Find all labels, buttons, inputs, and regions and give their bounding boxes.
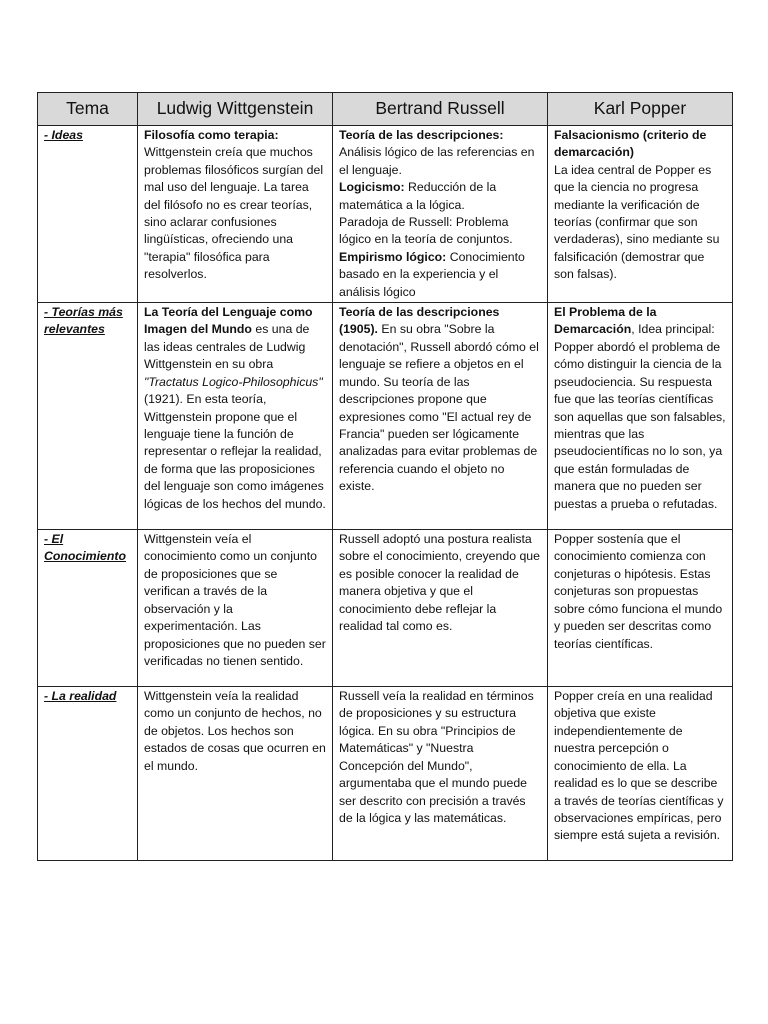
cell-ideas-wittgenstein bbox=[138, 126, 333, 303]
comparison-table bbox=[37, 92, 733, 861]
teorias-wittgenstein-italic: "Tractatus Logico-Philosophicus" bbox=[144, 374, 323, 389]
cell-teorias-popper bbox=[548, 303, 733, 530]
row-ideas bbox=[38, 126, 733, 303]
ideas-russell-title: Teoría de las descripciones: bbox=[339, 128, 504, 142]
ideas-russell-paradoja: Paradoja de Russell: Problema lógico en la teoría de conjuntos. bbox=[339, 215, 513, 247]
row-teorias bbox=[38, 303, 733, 530]
header-row bbox=[38, 93, 733, 126]
cell-realidad-russell: Russell veía la realidad en términos de proposiciones y su estructura lógica. En su obra "Principios de Matemáticas" y "Nuestra Concepción del Mundo", argumentaba que el mundo puede ser descrito con precisión a través de la lógica y las matemáticas. bbox=[333, 687, 548, 861]
header-russell: Bertrand Russell bbox=[333, 93, 548, 126]
teorias-wittgenstein-text2: (1921). En esta teoría, Wittgenstein propone que el lenguaje tiene la función de representar o reflejar la realidad, de forma que las proposiciones del lenguaje son como imágenes lógicas de los hechos del mundo. bbox=[144, 392, 326, 511]
cell-ideas-popper bbox=[548, 126, 733, 303]
header-wittgenstein: Ludwig Wittgenstein bbox=[138, 93, 333, 126]
ideas-popper-text: La idea central de Popper es que la ciencia no progresa mediante la verificación de teorías (confirmar que son verdaderas), sino mediante su falsificación (demostrar que son falsas). bbox=[554, 162, 720, 282]
cell-teorias-wittgenstein bbox=[138, 303, 333, 530]
teorias-russell-title: Teoría de las descripciones (1905). bbox=[339, 305, 500, 337]
cell-teorias-russell bbox=[333, 303, 548, 530]
cell-conocimiento-wittgenstein: Wittgenstein veía el conocimiento como un conjunto de proposiciones que se verifican a través de la observación y la experimentación. Las proposiciones que no pueden ser verificadas no tienen sentido. bbox=[138, 530, 333, 687]
teorias-popper-title: El Problema de la Demarcación bbox=[554, 305, 657, 337]
teorias-wittgenstein-bold: La Teoría del Lenguaje como Imagen del Mundo bbox=[144, 305, 313, 337]
topic-conocimiento: - El Conocimiento bbox=[38, 530, 138, 687]
topic-ideas: - Ideas bbox=[38, 126, 138, 303]
ideas-wittgenstein-text: Wittgenstein creía que muchos problemas filosóficos surgían del mal uso del lenguaje. La tarea del filósofo no es crear teorías, sino aclarar confusiones lingüísticas, ofreciendo una "terapia" filosófica para resolverlos. bbox=[144, 145, 324, 282]
cell-realidad-popper: Popper creía en una realidad objetiva que existe independientemente de nuestra percepción o conocimiento de ella. La realidad es lo que se describe a través de teorías científicas y observaciones empíricas, pero siempre está sujeta a revisión. bbox=[548, 687, 733, 861]
logicismo-text: Reducción de la matemática a la lógica. bbox=[339, 180, 497, 212]
teorias-russell-text: En su obra "Sobre la denotación", Russell abordó cómo el lenguaje se refiere a objetos en el mundo. Su teoría de las descripciones propone que expresiones como "El actual rey de Francia" pueden ser lógicamente analizadas para evitar problemas de referencia cuando el objeto no existe. bbox=[339, 322, 539, 494]
header-tema: Tema bbox=[38, 93, 138, 126]
row-conocimiento bbox=[38, 530, 733, 687]
teorias-popper-text: , Idea principal: Popper abordó el problema de cómo distinguir la ciencia de la pseudociencia. Su respuesta fue que las teorías científicas son aquellas que son falsables, mientras que las pseudocientíficas no lo son, ya que están formuladas de manera que no pueden ser puestas a prueba o refutadas. bbox=[554, 322, 726, 511]
topic-realidad: - La realidad bbox=[38, 687, 138, 861]
cell-conocimiento-russell: Russell adoptó una postura realista sobre el conocimiento, creyendo que es posible conocer la realidad de manera objetiva y que el conocimiento debe reflejar la realidad tal como es. bbox=[333, 530, 548, 687]
empirismo-text: Conocimiento basado en la experiencia y el análisis lógico bbox=[339, 249, 525, 299]
ideas-popper-title: Falsacionismo (criterio de demarcación) bbox=[554, 128, 707, 160]
logicismo-label: Logicismo: bbox=[339, 180, 405, 195]
topic-teorias: - Teorías más relevantes bbox=[38, 303, 138, 530]
cell-conocimiento-popper: Popper sostenía que el conocimiento comienza con conjeturas o hipótesis. Estas conjeturas son propuestas sobre cómo funciona el mundo y pueden ser descritas como teorías científicas. bbox=[548, 530, 733, 687]
ideas-russell-empirismo bbox=[339, 249, 541, 301]
teorias-wittgenstein-text1: es una de las ideas centrales de Ludwig Wittgenstein en su obra bbox=[144, 322, 310, 372]
ideas-wittgenstein-title: Filosofía como terapia: bbox=[144, 128, 279, 142]
ideas-russell-text1: Análisis lógico de las referencias en el lenguaje. bbox=[339, 145, 535, 177]
cell-realidad-wittgenstein: Wittgenstein veía la realidad como un conjunto de hechos, no de objetos. Los hechos son estados de cosas que ocurren en el mundo. bbox=[138, 687, 333, 861]
header-popper: Karl Popper bbox=[548, 93, 733, 126]
ideas-russell-logicismo bbox=[339, 179, 541, 214]
empirismo-label: Empirismo lógico: bbox=[339, 249, 447, 264]
cell-ideas-russell bbox=[333, 126, 548, 303]
row-realidad bbox=[38, 687, 733, 861]
